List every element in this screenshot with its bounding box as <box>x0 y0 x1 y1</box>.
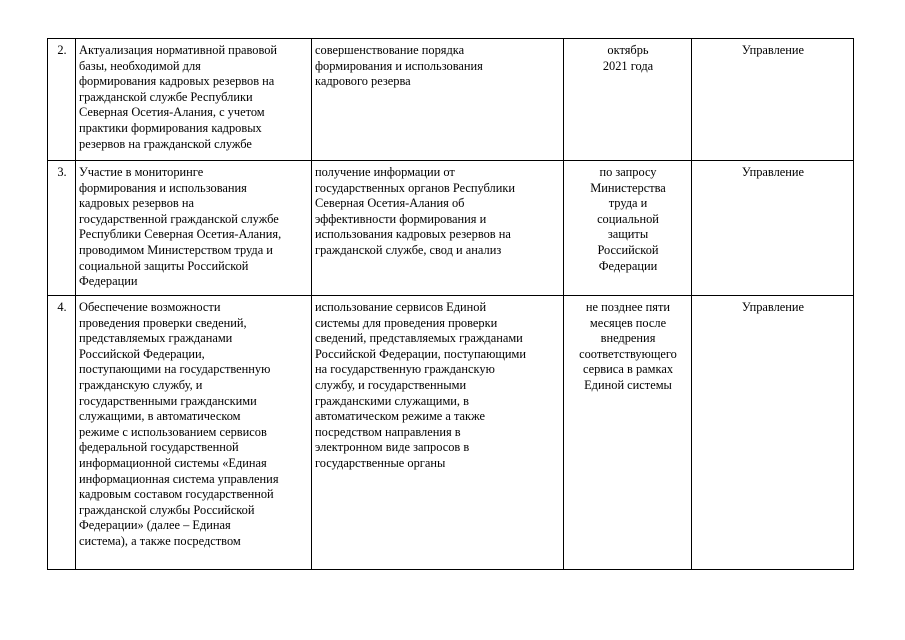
table-row <box>48 296 854 570</box>
measures-table <box>47 38 854 570</box>
row-number: 2. <box>48 39 76 161</box>
event-cell: Участие в мониторинге формирования и использования кадровых резервов на государственной гражданской службе Республики Северная Осетия-Алания, проводимом Министерством труда и социальной защиты Российской Федерации <box>76 161 312 296</box>
responsible-cell: Управление <box>692 296 854 570</box>
row-number: 3. <box>48 161 76 296</box>
deadline-cell: октябрь 2021 года <box>564 39 692 161</box>
event-cell: Актуализация нормативной правовой базы, необходимой для формирования кадровых резервов на гражданской службе Республики Северная Осетия-Алания, с учетом практики формирования кадровых резервов на гражданской службе <box>76 39 312 161</box>
responsible-cell: Управление <box>692 161 854 296</box>
result-cell: получение информации от государственных органов Республики Северная Осетия-Алания об эффективности формирования и использования кадровых резервов на гражданской службе, свод и анализ <box>312 161 564 296</box>
responsible-cell: Управление <box>692 39 854 161</box>
deadline-cell: по запросу Министерства труда и социальной защиты Российской Федерации <box>564 161 692 296</box>
table-row <box>48 39 854 161</box>
result-cell: совершенствование порядка формирования и использования кадрового резерва <box>312 39 564 161</box>
deadline-cell: не позднее пяти месяцев после внедрения соответствующего сервиса в рамках Единой системы <box>564 296 692 570</box>
result-cell: использование сервисов Единой системы для проведения проверки сведений, представляемых гражданами Российской Федерации, поступающими на государственную гражданскую службу, и государственными гражданскими служащими, в автоматическом режиме а также посредством направления в электронном виде запросов в государственные органы <box>312 296 564 570</box>
table-row <box>48 161 854 296</box>
row-number: 4. <box>48 296 76 570</box>
event-cell: Обеспечение возможности проведения проверки сведений, представляемых гражданами Российской Федерации, поступающими на государственную гражданскую службу, и государственными гражданскими служащими, в автоматическом режиме с использованием сервисов федеральной государственной информационной системы «Единая информационная система управления кадровым составом государственной гражданской службы Российской Федерации» (далее – Единая система), а также посредством <box>76 296 312 570</box>
